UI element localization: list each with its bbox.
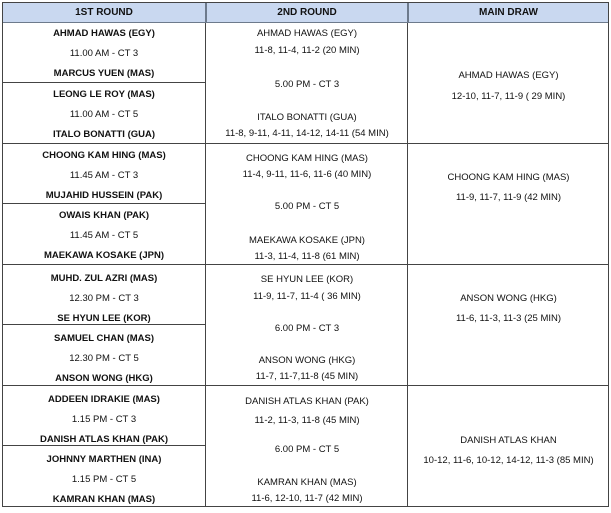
second-round-score: 11-3, 11-4, 11-8 (61 MIN) <box>254 251 360 262</box>
first-round-match <box>2 23 206 83</box>
second-round-winner: SE HYUN LEE (KOR) <box>260 274 354 285</box>
first-round-match <box>2 325 206 385</box>
first-round-match <box>2 144 206 204</box>
second-round-score: 11-2, 11-3, 11-8 (45 MIN) <box>254 415 360 426</box>
header-main-draw: MAIN DRAW <box>408 2 609 23</box>
match-time: 11.45 AM - CT 3 <box>69 170 139 181</box>
match-time: 11.00 AM - CT 3 <box>69 48 139 59</box>
match-time: 1.15 PM - CT 3 <box>71 414 137 425</box>
player-name: DANISH ATLAS KHAN (PAK) <box>39 434 169 445</box>
second-round-winner: MAEKAWA KOSAKE (JPN) <box>249 235 365 246</box>
player-name: KAMRAN KHAN (MAS) <box>52 494 156 505</box>
match-time: 12.30 PM - CT 3 <box>69 293 139 304</box>
first-round-match <box>2 386 206 446</box>
match-time: 12.30 PM - CT 5 <box>69 353 139 364</box>
header-2nd-round: 2ND ROUND <box>206 2 408 23</box>
player-name: ANSON WONG (HKG) <box>55 373 153 384</box>
player-name: OWAIS KHAN (PAK) <box>58 210 150 221</box>
first-round-match <box>2 265 206 325</box>
second-round-time: 6.00 PM - CT 5 <box>274 444 340 455</box>
draw-block <box>2 265 609 386</box>
header-1st-round: 1ST ROUND <box>2 2 206 23</box>
second-round-score: 11-4, 9-11, 11-6, 11-6 (40 MIN) <box>242 169 372 180</box>
second-round-score: 11-6, 12-10, 11-7 (42 MIN) <box>251 493 363 504</box>
draw-block <box>2 23 609 144</box>
second-round-score: 11-9, 11-7, 11-4 ( 36 MIN) <box>253 291 361 302</box>
player-name: SE HYUN LEE (KOR) <box>57 313 151 324</box>
second-round-winner: ANSON WONG (HKG) <box>258 355 356 366</box>
player-name: LEONG LE ROY (MAS) <box>53 89 155 100</box>
first-round-match <box>2 83 206 143</box>
player-name: MUJAHID HUSSEIN (PAK) <box>45 190 163 201</box>
draw-block <box>2 386 609 507</box>
main-draw-score: 11-6, 11-3, 11-3 (25 MIN) <box>455 313 562 324</box>
player-name: MARCUS YUEN (MAS) <box>53 68 155 79</box>
second-round-score: 11-8, 9-11, 4-11, 14-12, 14-11 (54 MIN) <box>225 128 389 139</box>
draw-block <box>2 144 609 265</box>
second-round-winner: CHOONG KAM HING (MAS) <box>246 153 368 164</box>
main-draw-qualifier: AHMAD HAWAS (EGY) <box>458 70 559 81</box>
first-round-match <box>2 446 206 506</box>
second-round-score: 11-8, 11-4, 11-2 (20 MIN) <box>254 45 360 56</box>
main-draw-score: 10-12, 11-6, 10-12, 14-12, 11-3 (85 MIN) <box>423 455 594 466</box>
main-draw-qualifier: CHOONG KAM HING (MAS) <box>447 172 570 183</box>
second-round-time: 5.00 PM - CT 5 <box>274 201 340 212</box>
match-time: 1.15 PM - CT 5 <box>71 474 137 485</box>
header-row <box>2 2 609 23</box>
draw-sheet <box>2 2 609 507</box>
second-round-time: 6.00 PM - CT 3 <box>274 323 340 334</box>
main-draw-qualifier: DANISH ATLAS KHAN <box>460 435 557 446</box>
match-time: 11.45 AM - CT 5 <box>69 230 139 241</box>
player-name: CHOONG KAM HING (MAS) <box>42 150 166 161</box>
main-draw-score: 12-10, 11-7, 11-9 ( 29 MIN) <box>451 91 566 102</box>
second-round-winner: ITALO BONATTI (GUA) <box>257 112 357 123</box>
second-round-winner: KAMRAN KHAN (MAS) <box>257 477 357 488</box>
first-round-match <box>2 204 206 264</box>
match-time: 11.00 AM - CT 5 <box>69 109 139 120</box>
second-round-time: 5.00 PM - CT 3 <box>274 79 340 90</box>
player-name: MUHD. ZUL AZRI (MAS) <box>50 273 158 284</box>
player-name: SAMUEL CHAN (MAS) <box>53 333 155 344</box>
main-draw-qualifier: ANSON WONG (HKG) <box>460 293 557 304</box>
player-name: ITALO BONATTI (GUA) <box>52 129 156 140</box>
second-round-score: 11-7, 11-7,11-8 (45 MIN) <box>255 371 359 382</box>
player-name: AHMAD HAWAS (EGY) <box>53 28 155 39</box>
player-name: JOHNNY MARTHEN (INA) <box>46 454 162 465</box>
player-name: MAEKAWA KOSAKE (JPN) <box>44 250 164 261</box>
main-draw-score: 11-9, 11-7, 11-9 (42 MIN) <box>455 192 562 203</box>
second-round-winner: AHMAD HAWAS (EGY) <box>256 28 358 39</box>
second-round-winner: DANISH ATLAS KHAN (PAK) <box>245 396 369 407</box>
player-name: ADDEEN IDRAKIE (MAS) <box>48 394 160 405</box>
